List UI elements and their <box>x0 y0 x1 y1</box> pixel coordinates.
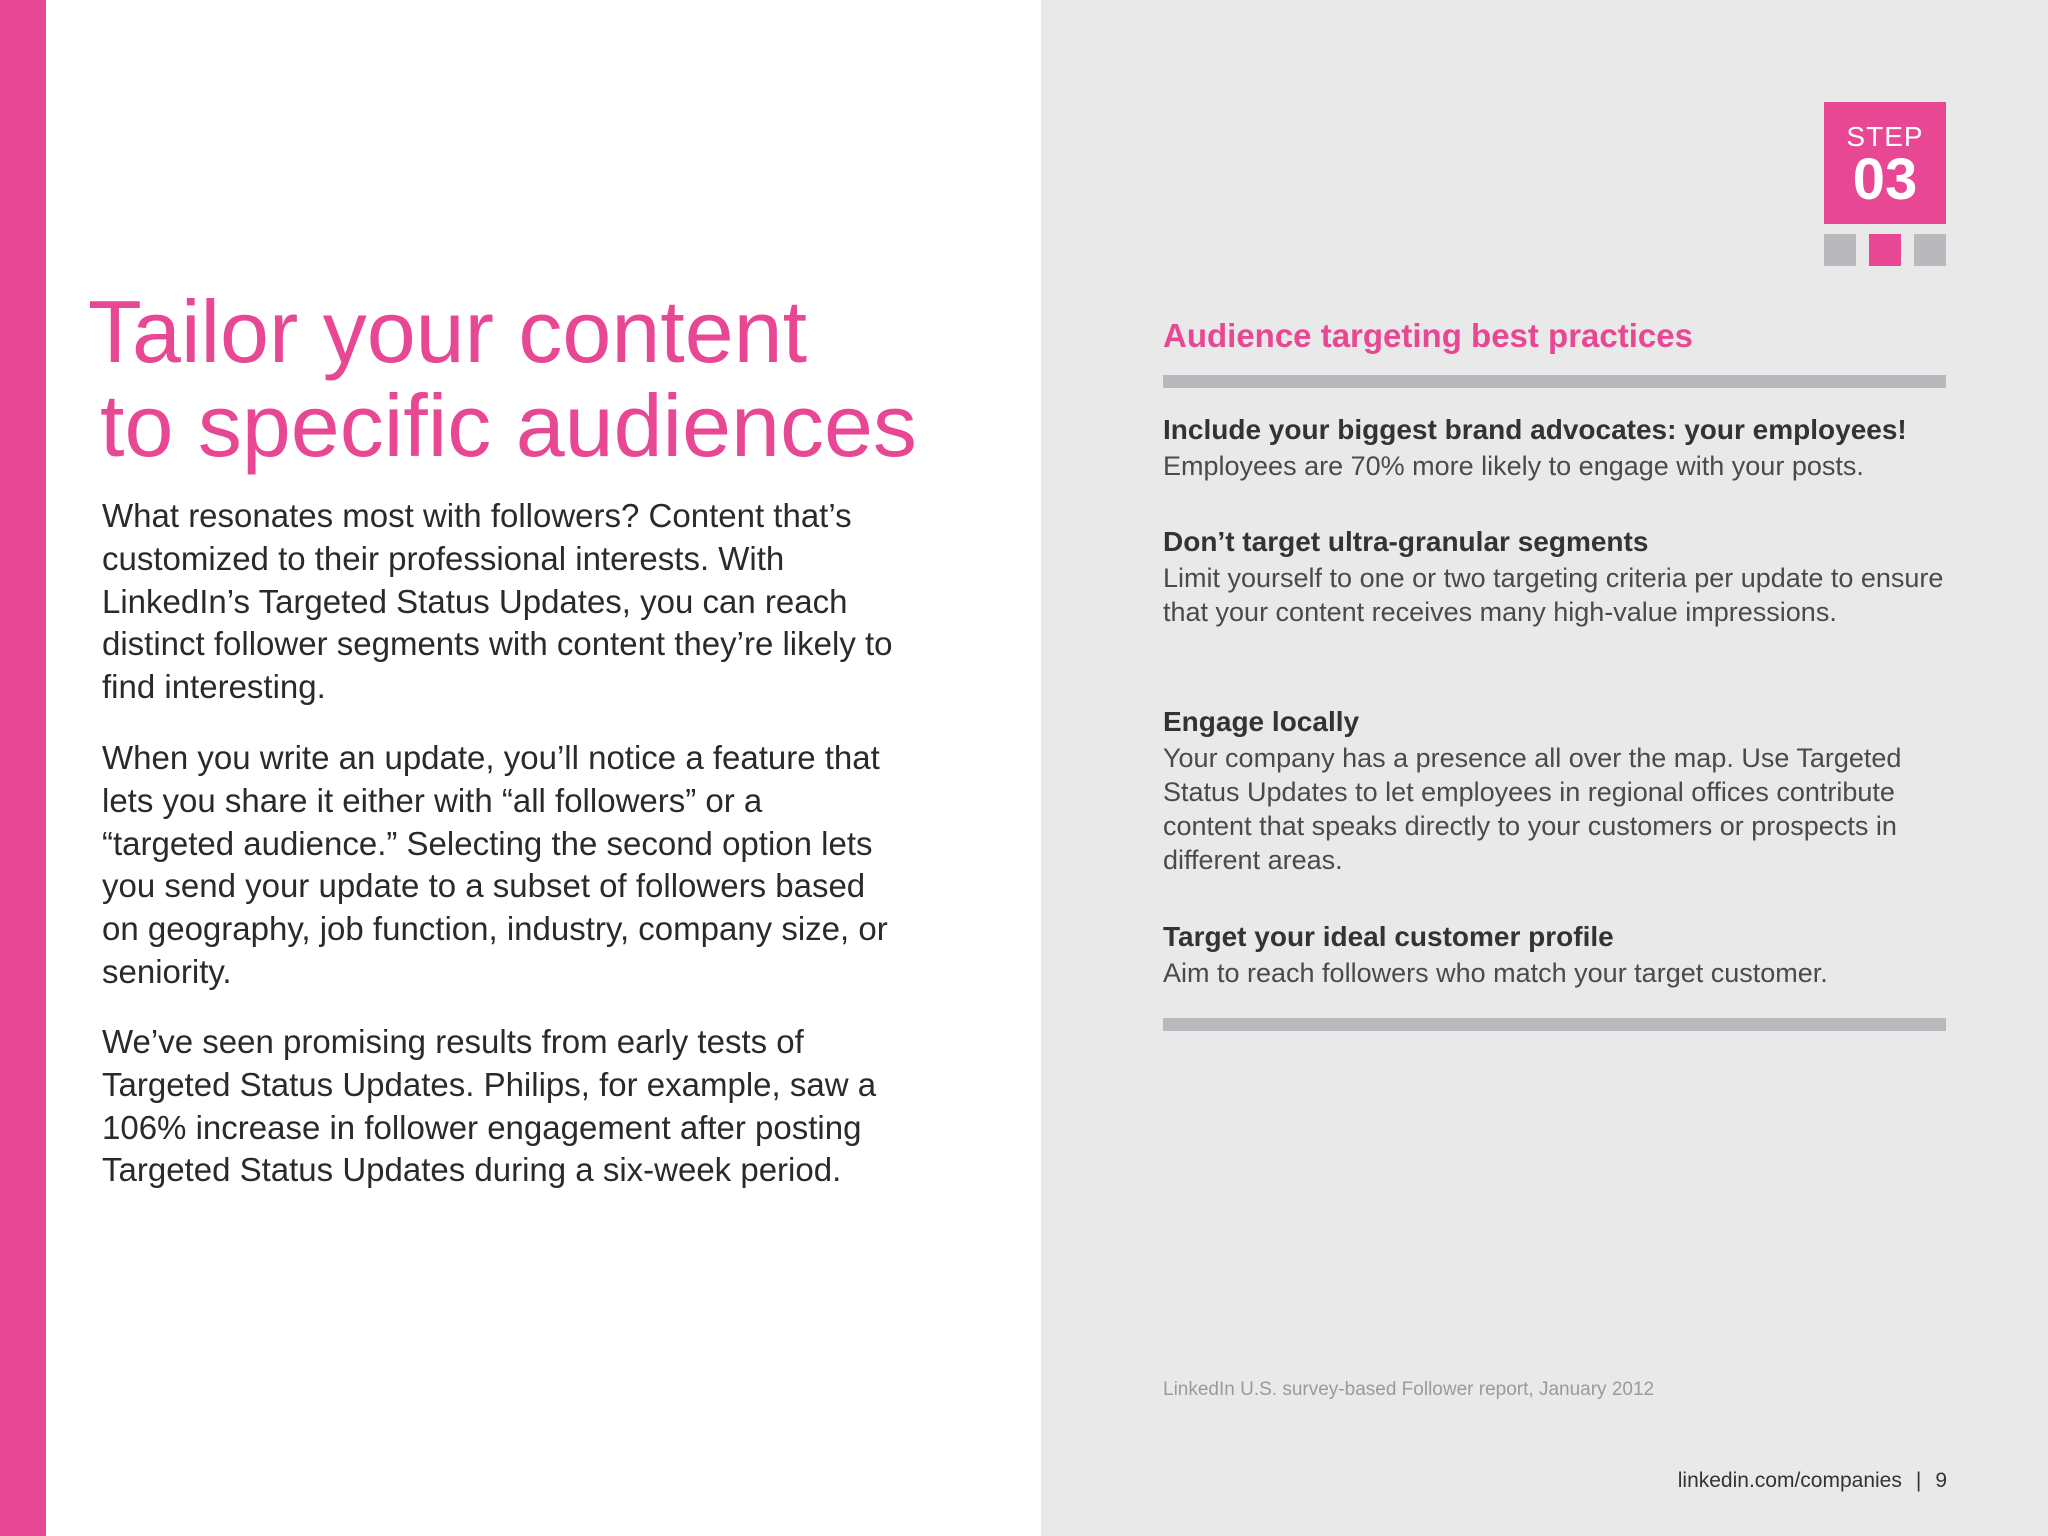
page-title-line-1: Tailor your content <box>88 282 808 381</box>
best-practice-title: Target your ideal customer profile <box>1163 921 1614 952</box>
page-number: 9 <box>1935 1469 1947 1492</box>
feature-paragraph: When you write an update, you’ll notice a feature that lets you share it either with “all followers” or a “targeted audience.” Selecting the second option lets you send your update to a subset of followers based on geography, job function, industry, company size, or seniority. <box>102 739 888 990</box>
best-practice-item <box>1163 918 1963 990</box>
sidebar-heading: Audience targeting best practices <box>1163 317 1693 354</box>
step-number: 03 <box>1852 147 1918 212</box>
footer-separator: | <box>1915 1469 1922 1492</box>
best-practice-text: Aim to reach followers who match your target customer. <box>1163 958 1828 988</box>
page-footer <box>1678 1468 1947 1494</box>
best-practice-item <box>1163 703 1963 877</box>
best-practice-title: Don’t target ultra-granular segments <box>1163 526 1649 557</box>
best-practice-item <box>1163 411 1963 483</box>
page-title <box>88 282 988 475</box>
sidebar-bottom-divider <box>1163 1018 1946 1031</box>
best-practice-item <box>1163 523 1963 629</box>
step-dot-3 <box>1914 234 1946 266</box>
pink-accent-bar <box>0 0 46 1536</box>
best-practice-text: Employees are 70% more likely to engage with your posts. <box>1163 451 1864 481</box>
page-title-line-2: to specific audiences <box>100 376 917 475</box>
intro-paragraph: What resonates most with followers? Content that’s customized to their professional interests. With LinkedIn’s Targeted Status Updates, you can reach distinct follower segments with content they’re likely to find interesting. <box>102 497 893 706</box>
step-badge <box>1824 102 1946 224</box>
source-citation: LinkedIn U.S. survey-based Follower report, January 2012 <box>1163 1379 1655 1400</box>
best-practice-text: Your company has a presence all over the map. Use Targeted Status Updates to let employees in regional offices contribute content that speaks directly to your customers or prospects in different areas. <box>1163 743 1902 875</box>
best-practice-title: Engage locally <box>1163 706 1360 737</box>
step-dot-1 <box>1824 234 1856 266</box>
step-label: STEP <box>1846 121 1924 152</box>
best-practice-title: Include your biggest brand advocates: your employees! <box>1163 414 1907 445</box>
results-paragraph: We’ve seen promising results from early tests of Targeted Status Updates. Philips, for example, saw a 106% increase in follower engagement after posting Targeted Status Updates during a six-week period. <box>102 1023 877 1189</box>
best-practice-text: Limit yourself to one or two targeting criteria per update to ensure that your content receives many high-value impressions. <box>1163 563 1944 627</box>
step-dot-2-active <box>1869 234 1901 266</box>
step-progress-indicator <box>1824 234 1946 266</box>
footer-url[interactable]: linkedin.com/companies <box>1677 1469 1902 1492</box>
sidebar-top-divider <box>1163 375 1946 388</box>
